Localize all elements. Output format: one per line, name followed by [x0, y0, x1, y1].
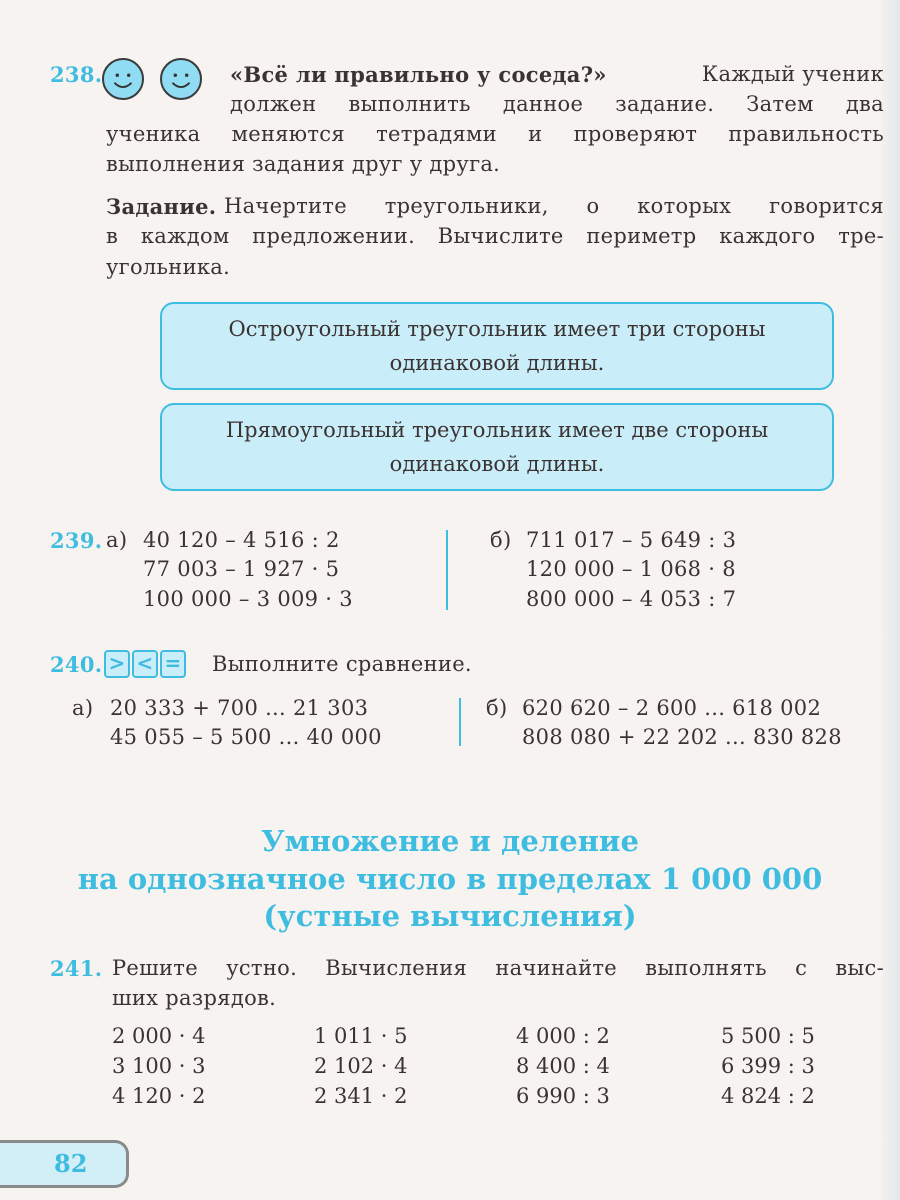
expression: 800 000 – 4 053 : 7 [526, 587, 737, 611]
equals-icon: = [160, 650, 186, 678]
statement-box [160, 302, 834, 390]
instruction: Выполните сравнение. [212, 652, 472, 676]
section-heading: Умножение и деление [261, 824, 639, 858]
expression: 40 120 – 4 516 : 2 [143, 528, 340, 552]
text-line: угольника. [106, 255, 231, 279]
section-heading: на однозначное число в пределах 1 000 000 [77, 862, 823, 896]
task-label: Задание. [106, 194, 217, 219]
expression: 4 000 : 2 [516, 1024, 610, 1048]
page-number: 82 [54, 1149, 88, 1178]
text-line: должен выполнить данное задание. Затем два [230, 92, 884, 116]
page-edge [882, 0, 900, 1200]
text-line: ученика меняются тетрадями и проверяют правильность [106, 122, 884, 146]
page-number-tab [0, 1140, 129, 1188]
expression: 120 000 – 1 068 · 8 [526, 557, 736, 581]
expression: 100 000 – 3 009 · 3 [143, 587, 353, 611]
expression: 4 120 · 2 [112, 1084, 206, 1108]
exercise-number: 238. [50, 62, 103, 87]
divider [446, 530, 448, 610]
statement-line: одинаковой длины. [389, 452, 605, 476]
part-label: б) [490, 528, 512, 552]
section-heading: (устные вычисления) [263, 899, 637, 933]
text-line: Решите устно. Вычисления начинайте выполнять с выс- [112, 956, 884, 980]
expression: 6 990 : 3 [516, 1084, 610, 1108]
exercise-title: «Всё ли правильно у соседа?» [230, 62, 607, 87]
smiley-face-icon [160, 58, 202, 100]
statement-line: Остроугольный треугольник имеет три стороны [228, 317, 766, 341]
expression: 6 399 : 3 [721, 1054, 815, 1078]
comparison: 20 333 + 700 ... 21 303 [110, 696, 369, 720]
text-line: в каждом предложении. Вычислите периметр каждого тре- [106, 224, 884, 248]
expression-grid [112, 1022, 900, 1110]
text-line: Начертите треугольники, о которых говорится [224, 194, 884, 218]
expression: 711 017 – 5 649 : 3 [526, 528, 737, 552]
smiley-face-icon [102, 58, 144, 100]
divider [459, 698, 461, 746]
less-than-icon: < [132, 650, 158, 678]
expression: 3 100 · 3 [112, 1054, 206, 1078]
expression: 8 400 : 4 [516, 1054, 610, 1078]
expression: 1 011 · 5 [314, 1024, 408, 1048]
comparison: 808 080 + 22 202 ... 830 828 [522, 725, 842, 749]
exercise-number: 239. [50, 528, 103, 553]
exercise-number: 241. [50, 956, 103, 981]
exercise-number: 240. [50, 652, 103, 677]
statement-box [160, 403, 834, 491]
expression: 77 003 – 1 927 · 5 [143, 557, 340, 581]
expression: 4 824 : 2 [721, 1084, 815, 1108]
greater-than-icon: > [104, 650, 130, 678]
expression: 2 341 · 2 [314, 1084, 408, 1108]
text-line: ших разрядов. [112, 986, 277, 1010]
part-label: а) [106, 528, 128, 552]
expression: 2 000 · 4 [112, 1024, 206, 1048]
statement-line: одинаковой длины. [389, 351, 605, 375]
text-line: Каждый ученик [701, 62, 884, 86]
part-label: а) [72, 696, 94, 720]
statement-line: Прямоугольный треугольник имеет две стороны [225, 418, 769, 442]
text-line: выполнения задания друг у друга. [106, 152, 501, 176]
expression: 5 500 : 5 [721, 1024, 815, 1048]
comparison: 45 055 – 5 500 ... 40 000 [110, 725, 382, 749]
expression: 2 102 · 4 [314, 1054, 408, 1078]
comparison: 620 620 – 2 600 ... 618 002 [522, 696, 822, 720]
part-label: б) [486, 696, 508, 720]
